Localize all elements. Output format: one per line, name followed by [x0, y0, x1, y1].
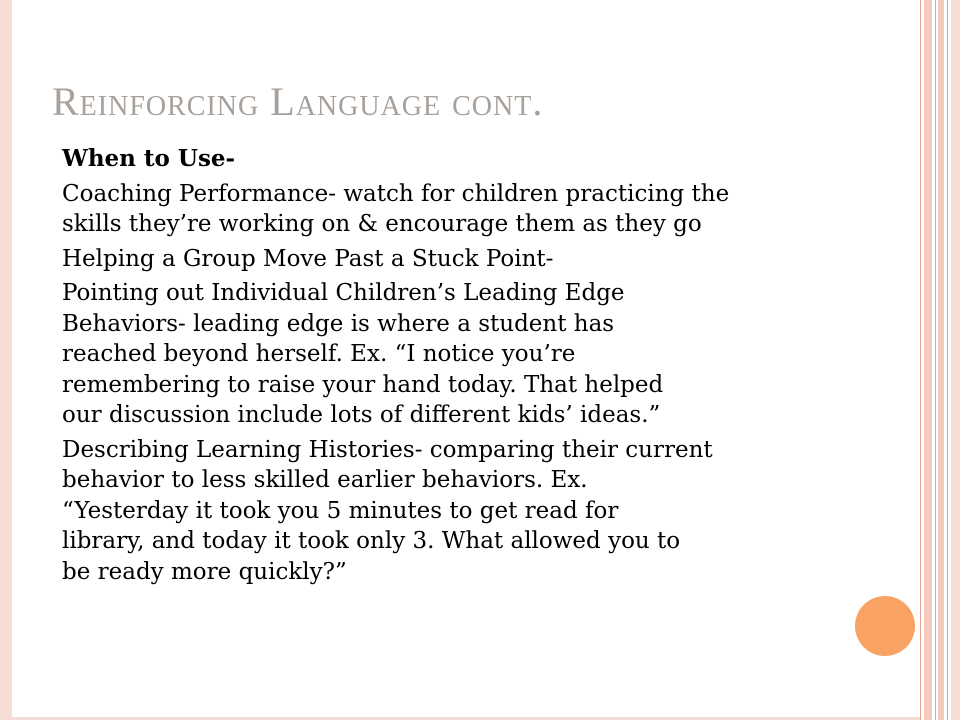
paragraph-stuck-point: [62, 244, 902, 275]
text-line: reached beyond herself. Ex. “I notice you’re: [62, 341, 576, 367]
frame-stripe: [951, 0, 960, 720]
text-line: Coaching Performance- watch for children practicing the: [62, 180, 730, 207]
right-frame-stripes: [920, 0, 960, 720]
text-line: library, and today it took only 3. What allowed you to: [62, 528, 681, 554]
text-line: Describing Learning Histories- comparing their current: [62, 436, 713, 463]
text-line: skills they’re working on & encourage them as they go: [62, 211, 702, 237]
text-line: be ready more quickly?”: [62, 558, 347, 585]
decorative-orange-circle: [855, 596, 915, 656]
text-line: Behaviors- leading edge is where a student has: [62, 310, 615, 337]
frame-stripe: [935, 0, 936, 720]
text-line: “Yesterday it took you 5 minutes to get read for: [62, 497, 619, 524]
frame-stripe: [924, 0, 932, 720]
left-frame-border: [0, 0, 12, 720]
text-line: Pointing out Individual Children’s Leading Edge: [62, 280, 625, 306]
text-line: our discussion include lots of different kids’ ideas.”: [62, 402, 661, 428]
paragraph-leading-edge: [62, 278, 902, 431]
text-line: remembering to raise your hand today. That helped: [62, 371, 664, 398]
text-line: Helping a Group Move Past a Stuck Point-: [62, 245, 554, 272]
paragraph-learning-histories: [62, 435, 902, 588]
slide-title: Reinforcing Language cont.: [52, 79, 544, 124]
frame-stripe: [947, 0, 948, 720]
text-line: behavior to less skilled earlier behaviors. Ex.: [62, 467, 588, 493]
frame-stripe: [938, 0, 944, 720]
section-heading: When to Use-: [62, 145, 236, 172]
slide-body: [62, 144, 902, 591]
paragraph-coaching-performance: [62, 179, 902, 240]
frame-stripe: [920, 0, 921, 720]
